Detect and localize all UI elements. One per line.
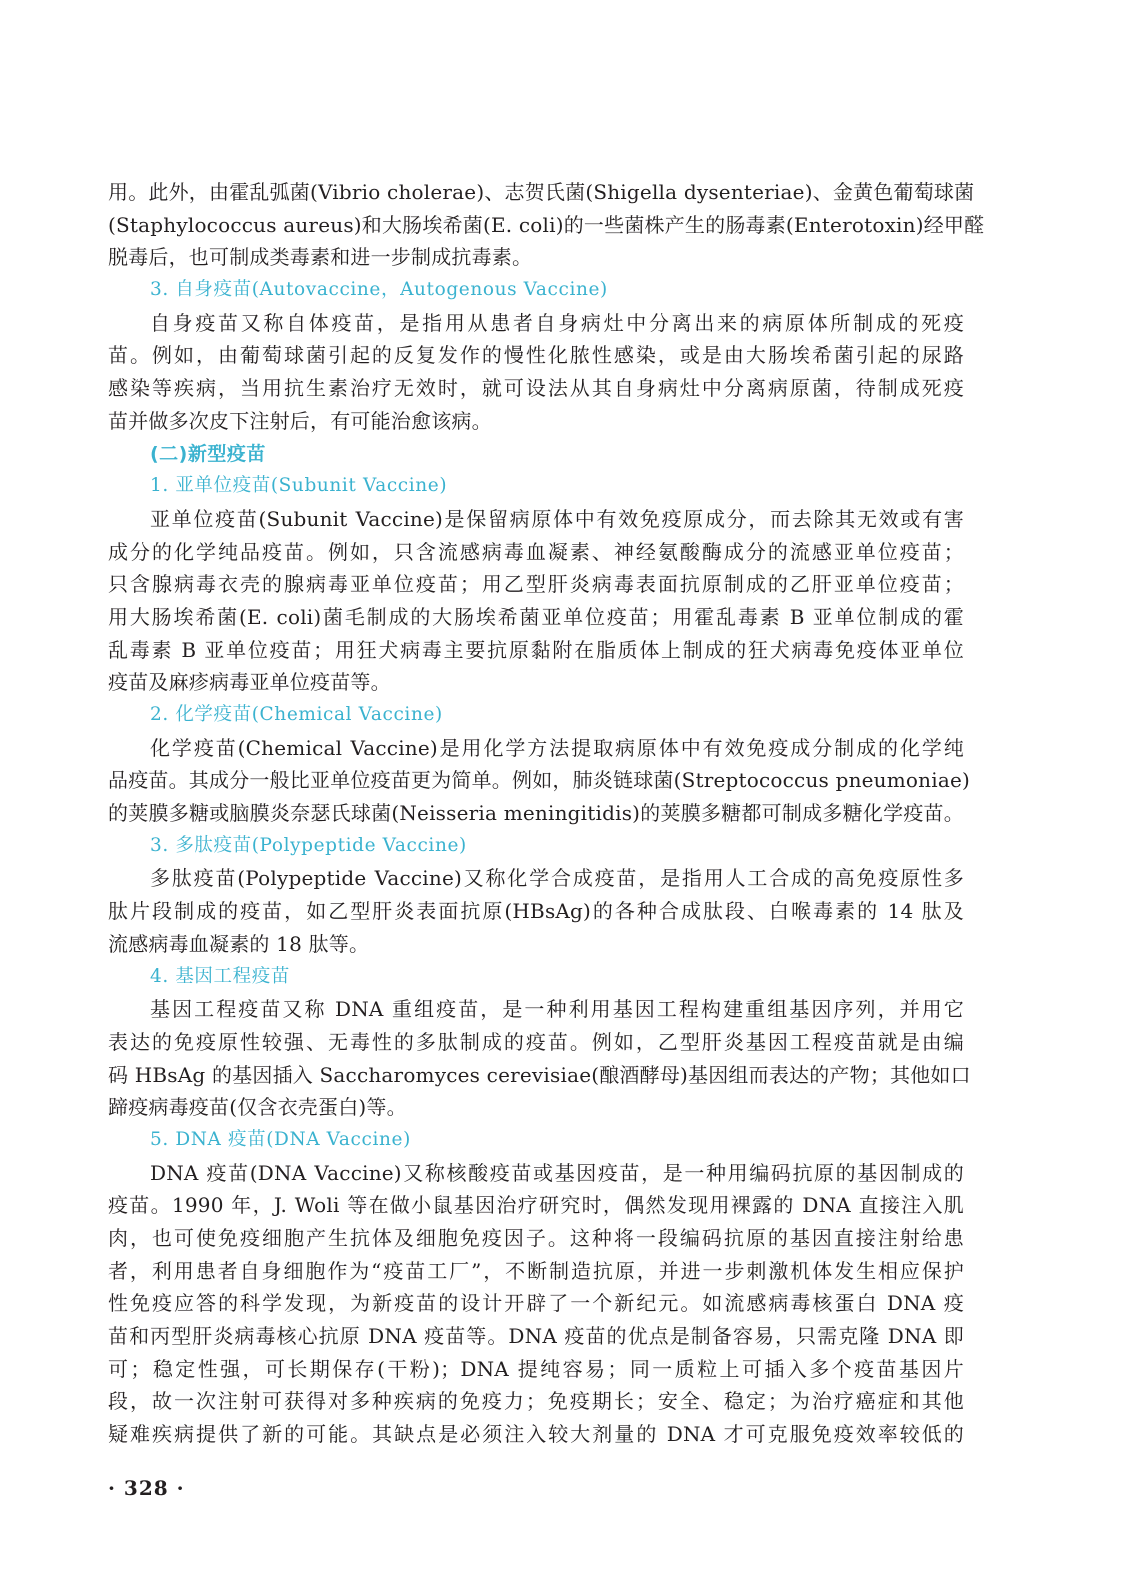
- paragraph-line: 乱毒素 B 亚单位疫苗；用狂犬病毒主要抗原黏附在脂质体上制成的狂犬病毒免疫体亚单位: [108, 637, 964, 662]
- paragraph-line: 苗。例如，由葡萄球菌引起的反复发作的慢性化脓性感染，或是由大肠埃希菌引起的尿路: [108, 343, 964, 368]
- paragraph-line: 感染等疾病，当用抗生素治疗无效时，就可设法从其自身病灶中分离病原菌，待制成死疫: [108, 376, 964, 401]
- paragraph-line: 疫苗及麻疹病毒亚单位疫苗等。: [108, 670, 391, 695]
- section-heading: 1. 亚单位疫苗(Subunit Vaccine): [150, 475, 448, 497]
- paragraph-line: 的荚膜多糖或脑膜炎奈瑟氏球菌(Neisseria meningitidis)的荚膜多糖都可制成多糖化学疫苗。: [108, 801, 964, 826]
- paragraph-line: 肉，也可使免疫细胞产生抗体及细胞免疫因子。这种将一段编码抗原的基因直接注射给患: [108, 1226, 964, 1250]
- paragraph-line: 成分的化学纯品疫苗。例如，只含流感病毒血凝素、神经氨酸酶成分的流感亚单位疫苗；: [108, 539, 964, 564]
- section-heading: 5. DNA 疫苗(DNA Vaccine): [150, 1128, 411, 1150]
- section-heading: (二)新型疫苗: [150, 442, 266, 465]
- section-heading: 2. 化学疫苗(Chemical Vaccine): [150, 704, 443, 725]
- paragraph-line: 疫苗。1990 年，J. Woli 等在做小鼠基因治疗研究时，偶然发现用裸露的 DNA 直接注入肌: [108, 1193, 964, 1218]
- paragraph-line: 苗和丙型肝炎病毒核心抗原 DNA 疫苗等。DNA 疫苗的优点是制备容易，只需克隆 DNA 即: [108, 1324, 964, 1349]
- paragraph-line: 苗并做多次皮下注射后，有可能治愈该病。: [108, 408, 492, 433]
- section-heading: 4. 基因工程疫苗: [150, 965, 290, 987]
- paragraph-line: 流感病毒血凝素的 18 肽等。: [108, 931, 370, 956]
- paragraph-first-line: 基因工程疫苗又称 DNA 重组疫苗，是一种利用基因工程构建重组基因序列，并用它: [150, 997, 964, 1022]
- paragraph-line: 者，利用患者自身细胞作为“疫苗工厂”，不断制造抗原，并进一步刺激机体发生相应保护: [108, 1258, 964, 1283]
- section-heading: 3. 多肽疫苗(Polypeptide Vaccine): [150, 834, 467, 856]
- paragraph-line: 段，故一次注射可获得对多种疾病的免疫力；免疫期长；安全、稳定；为治疗癌症和其他: [108, 1389, 964, 1414]
- paragraph-line: 只含腺病毒衣壳的腺病毒亚单位疫苗；用乙型肝炎病毒表面抗原制成的乙肝亚单位疫苗；: [108, 572, 964, 597]
- paragraph-line: 品疫苗。其成分一般比亚单位疫苗更为简单。例如，肺炎链球菌(Streptococcus pneumoniae): [108, 768, 971, 793]
- paragraph-line: 脱毒后，也可制成类毒素和进一步制成抗毒素。: [108, 245, 533, 270]
- paragraph-first-line: 多肽疫苗(Polypeptide Vaccine)又称化学合成疫苗，是指用人工合成的高免疫原性多: [150, 866, 964, 891]
- paragraph-first-line: 化学疫苗(Chemical Vaccine)是用化学方法提取病原体中有效免疫成分制成的化学纯: [150, 735, 964, 760]
- text-column: [108, 176, 985, 1451]
- paragraph-line: 用。此外，由霍乱弧菌(Vibrio cholerae)、志贺氏菌(Shigella dysenteriae)、金黄色葡萄球菌: [108, 180, 975, 204]
- paragraph-first-line: 自身疫苗又称自体疫苗，是指用从患者自身病灶中分离出来的病原体所制成的死疫: [150, 310, 964, 335]
- paragraph-line: 码 HBsAg 的基因插入 Saccharomyces cerevisiae(酿酒酵母)基因组而表达的产物；其他如口: [108, 1062, 971, 1087]
- paragraph-line: 表达的免疫原性较强、无毒性的多肽制成的疫苗。例如，乙型肝炎基因工程疫苗就是由编: [108, 1029, 964, 1054]
- paragraph-line: 蹄疫病毒疫苗(仅含衣壳蛋白)等。: [108, 1095, 407, 1120]
- section-heading: 3. 自身疫苗(Autovaccine，Autogenous Vaccine): [150, 279, 608, 301]
- paragraph-first-line: DNA 疫苗(DNA Vaccine)又称核酸疫苗或基因疫苗，是一种用编码抗原的基因制成的: [150, 1160, 964, 1185]
- paragraph-line: 用大肠埃希菌(E. coli)菌毛制成的大肠埃希菌亚单位疫苗；用霍乱毒素 B 亚单位制成的霍: [108, 604, 964, 629]
- paragraph-line: 可；稳定性强，可长期保存(干粉)；DNA 提纯容易；同一质粒上可插入多个疫苗基因片: [108, 1356, 964, 1381]
- paragraph-line: 肽片段制成的疫苗，如乙型肝炎表面抗原(HBsAg)的各种合成肽段、白喉毒素的 14 肽及: [108, 899, 964, 924]
- paragraph-first-line: 亚单位疫苗(Subunit Vaccine)是保留病原体中有效免疫原成分，而去除其无效或有害: [150, 506, 964, 531]
- paragraph-line: (Staphylococcus aureus)和大肠埃希菌(E. coli)的一些菌株产生的肠毒素(Enterotoxin)经甲醛: [108, 212, 985, 237]
- paragraph-line: 性免疫应答的科学发现，为新疫苗的设计开辟了一个新纪元。如流感病毒核蛋白 DNA 疫: [108, 1291, 964, 1316]
- page-number: · 328 ·: [108, 1476, 185, 1500]
- paragraph-line: 疑难疾病提供了新的可能。其缺点是必须注入较大剂量的 DNA 才可克服免疫效率较低的: [108, 1422, 964, 1447]
